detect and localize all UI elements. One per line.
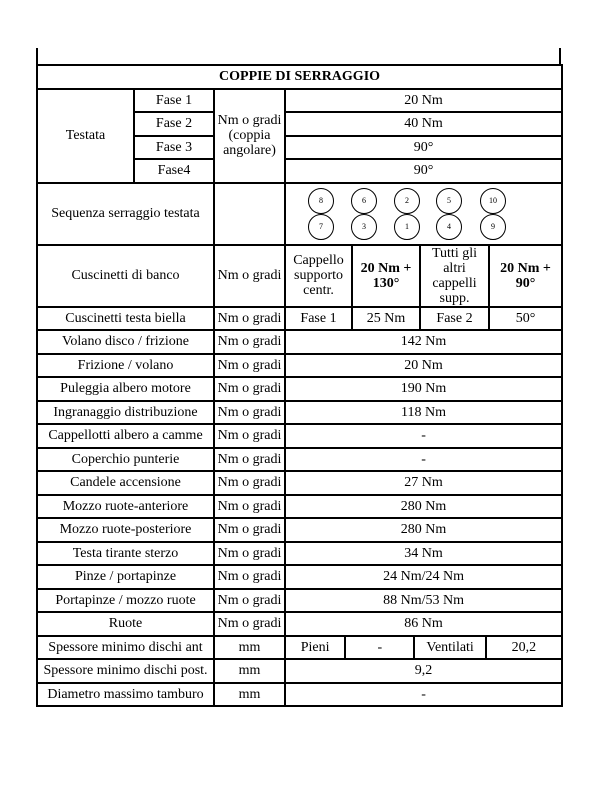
table-row: [37, 518, 562, 542]
biella-cell-2: 25 Nm: [352, 307, 420, 331]
torque-document: [36, 48, 561, 713]
row-label: Spessore minimo dischi post.: [37, 659, 214, 683]
row-unit: Nm o gradi: [214, 307, 285, 331]
testata-phase-3: Fase 3: [134, 136, 214, 160]
frame-line-left: [36, 48, 38, 64]
row-label: Pinze / portapinze: [37, 565, 214, 589]
row-unit: mm: [214, 683, 285, 707]
bolt-circle: 9: [480, 214, 506, 240]
row-label: Ruote: [37, 612, 214, 636]
row-label: Cuscinetti di banco: [37, 245, 214, 307]
torque-table: [36, 64, 563, 707]
row-value: 27 Nm: [285, 471, 562, 495]
row-label: Puleggia albero motore: [37, 377, 214, 401]
testata-phase-2: Fase 2: [134, 112, 214, 136]
row-value: 280 Nm: [285, 495, 562, 519]
dischi-ant-values: [285, 636, 562, 660]
row-label: Volano disco / frizione: [37, 330, 214, 354]
testata-value-4: 90°: [285, 159, 562, 183]
row-unit: Nm o gradi: [214, 330, 285, 354]
row-value: 24 Nm/24 Nm: [285, 565, 562, 589]
row-value: 142 Nm: [285, 330, 562, 354]
dischi-ant-cell-3: Ventilati: [414, 637, 485, 659]
row-unit: Nm o gradi: [214, 401, 285, 425]
bolt-circle: 2: [394, 188, 420, 214]
dischi-ant-row: [37, 636, 562, 660]
row-label: Cappellotti albero a camme: [37, 424, 214, 448]
row-value: -: [285, 448, 562, 472]
row-label: Cuscinetti testa biella: [37, 307, 214, 331]
row-value: 20 Nm: [285, 354, 562, 378]
row-label: Frizione / volano: [37, 354, 214, 378]
row-value: 190 Nm: [285, 377, 562, 401]
row-unit: Nm o gradi: [214, 245, 285, 307]
row-unit: Nm o gradi: [214, 542, 285, 566]
row-label: Ingranaggio distribuzione: [37, 401, 214, 425]
row-unit: Nm o gradi: [214, 354, 285, 378]
row-unit: Nm o gradi: [214, 518, 285, 542]
banco-cell-1: Cappello supporto centr.: [285, 245, 352, 307]
table-row: [37, 330, 562, 354]
table-row: [37, 401, 562, 425]
testata-value-3: 90°: [285, 136, 562, 160]
bolt-circle: 3: [351, 214, 377, 240]
row-label: Diametro massimo tamburo: [37, 683, 214, 707]
testata-phase-1: Fase 1: [134, 89, 214, 113]
bolt-circle: 5: [436, 188, 462, 214]
table-row: [37, 471, 562, 495]
row-value: 9,2: [285, 659, 562, 683]
row-unit: Nm o gradi: [214, 377, 285, 401]
row-label: Spessore minimo dischi ant: [37, 636, 214, 660]
row-label: Mozzo ruote-anteriore: [37, 495, 214, 519]
row-value: 34 Nm: [285, 542, 562, 566]
row-unit: Nm o gradi: [214, 448, 285, 472]
bolt-circle: 4: [436, 214, 462, 240]
sequenza-unit-empty: [214, 183, 285, 245]
table-row: [37, 377, 562, 401]
banco-cell-2: 20 Nm + 130°: [352, 245, 420, 307]
row-value: 86 Nm: [285, 612, 562, 636]
testata-value-2: 40 Nm: [285, 112, 562, 136]
cuscinetti-banco-row: [37, 245, 562, 307]
biella-cell-4: 50°: [489, 307, 562, 331]
table-row: [37, 448, 562, 472]
bolt-circle: 7: [308, 214, 334, 240]
row-unit: Nm o gradi: [214, 565, 285, 589]
table-row: [37, 354, 562, 378]
sequenza-diagram: [285, 183, 562, 245]
tamburo-row: [37, 683, 562, 707]
row-unit: mm: [214, 636, 285, 660]
row-value: 118 Nm: [285, 401, 562, 425]
table-row: [37, 542, 562, 566]
bolt-circle: 6: [351, 188, 377, 214]
row-value: 280 Nm: [285, 518, 562, 542]
bolt-circle: 8: [308, 188, 334, 214]
testata-label: Testata: [37, 89, 134, 183]
row-label: Coperchio punterie: [37, 448, 214, 472]
title-row: [37, 65, 562, 89]
testata-phase-4: Fase4: [134, 159, 214, 183]
banco-cell-3: Tutti gli altri cappelli supp.: [420, 245, 489, 307]
biella-cell-1: Fase 1: [285, 307, 352, 331]
bolt-circle: 10: [480, 188, 506, 214]
dischi-post-row: [37, 659, 562, 683]
table-row: [37, 565, 562, 589]
row-unit: Nm o gradi: [214, 471, 285, 495]
frame-line-right: [559, 48, 561, 64]
testata-row-1: [37, 89, 562, 113]
dischi-ant-cell-4: 20,2: [486, 637, 561, 659]
table-row: [37, 424, 562, 448]
table-title: COPPIE DI SERRAGGIO: [37, 65, 562, 89]
testata-value-1: 20 Nm: [285, 89, 562, 113]
banco-cell-4: 20 Nm + 90°: [489, 245, 562, 307]
row-label: Mozzo ruote-posteriore: [37, 518, 214, 542]
dischi-ant-subtable: [286, 637, 561, 659]
row-unit: Nm o gradi: [214, 424, 285, 448]
row-label: Testa tirante sterzo: [37, 542, 214, 566]
cuscinetti-biella-row: [37, 307, 562, 331]
row-unit: Nm o gradi: [214, 612, 285, 636]
biella-cell-3: Fase 2: [420, 307, 489, 331]
bolt-circle: 1: [394, 214, 420, 240]
table-row: [37, 495, 562, 519]
row-unit: mm: [214, 659, 285, 683]
row-label: Candele accensione: [37, 471, 214, 495]
row-value: -: [285, 424, 562, 448]
dischi-ant-cell-2: -: [345, 637, 414, 659]
row-unit: Nm o gradi: [214, 589, 285, 613]
table-row: [37, 589, 562, 613]
dischi-ant-cell-1: Pieni: [300, 639, 330, 655]
row-unit: Nm o gradi: [214, 495, 285, 519]
table-row: [37, 612, 562, 636]
row-label: Portapinze / mozzo ruote: [37, 589, 214, 613]
row-value: -: [285, 683, 562, 707]
row-value: 88 Nm/53 Nm: [285, 589, 562, 613]
testata-unit: Nm o gradi (coppia angolare): [214, 89, 285, 183]
sequenza-row: [37, 183, 562, 245]
sequenza-label: Sequenza serraggio testata: [37, 183, 214, 245]
